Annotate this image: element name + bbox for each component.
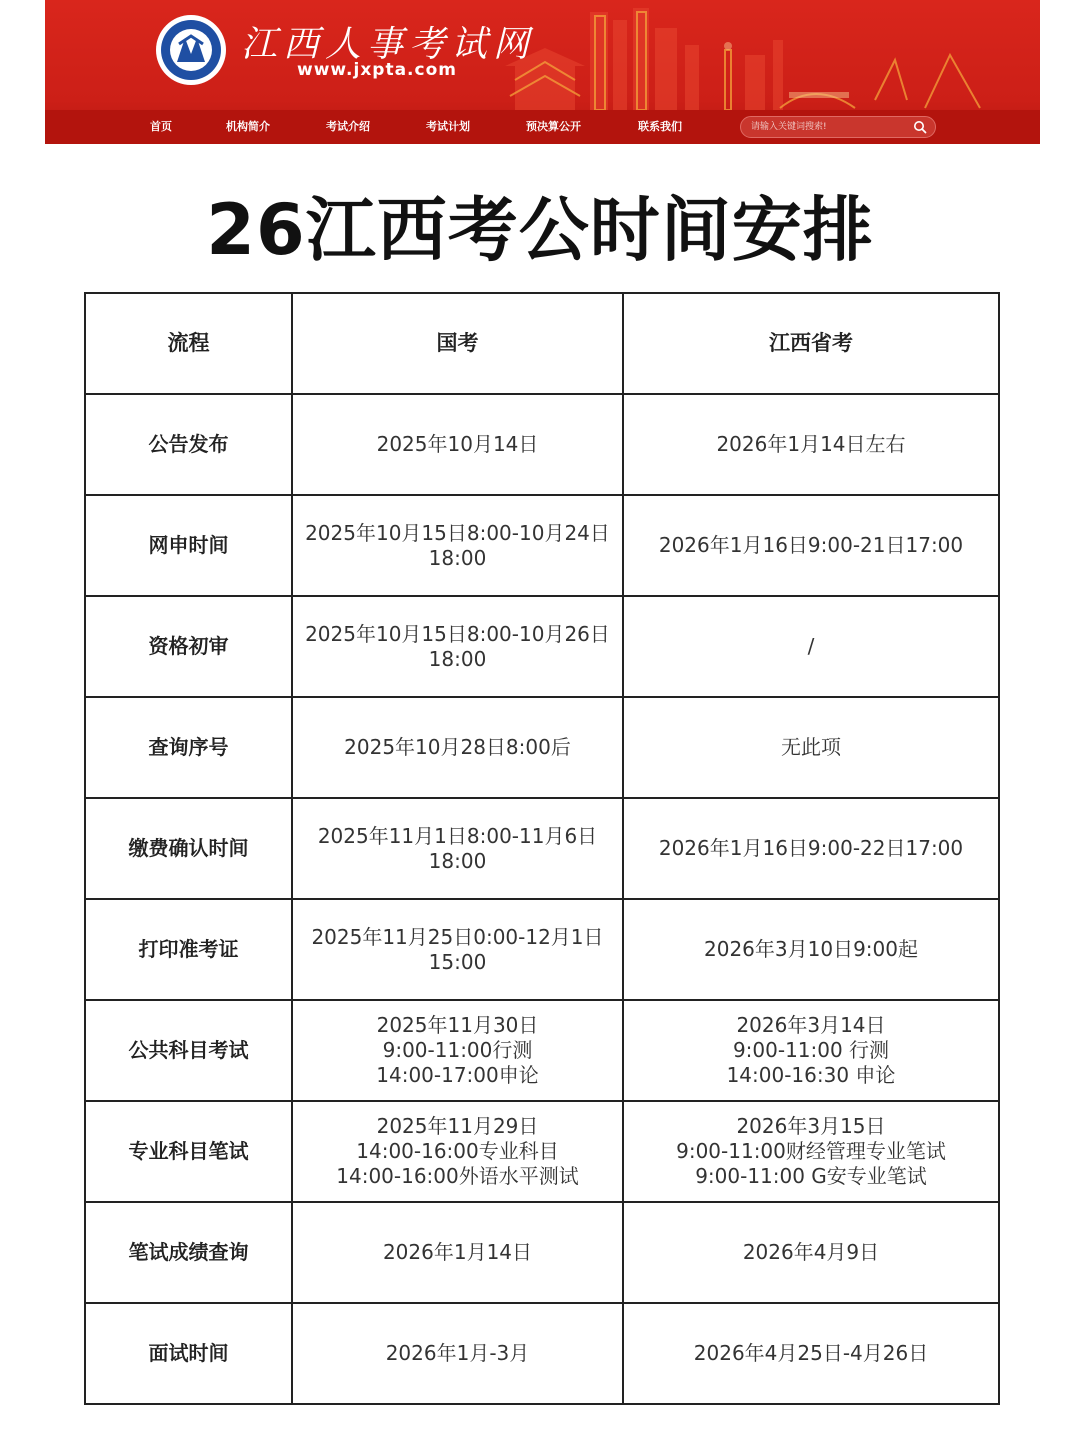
table-row [85, 899, 999, 1000]
national-cell: 2025年11月30日 9:00-11:00行测 14:00-17:00申论 [292, 1000, 623, 1101]
provincial-cell: 2026年3月10日9:00起 [623, 899, 999, 1000]
provincial-cell: 无此项 [623, 697, 999, 798]
table-row [85, 495, 999, 596]
nav-item-home[interactable]: 首页 [150, 120, 172, 133]
national-cell: 2025年11月1日8:00-11月6日 18:00 [292, 798, 623, 899]
nav-item-contact[interactable]: 联系我们 [638, 120, 682, 133]
stage-cell: 笔试成绩查询 [85, 1202, 292, 1303]
main-nav [45, 110, 1040, 144]
stage-cell: 面试时间 [85, 1303, 292, 1404]
provincial-cell: 2026年1月16日9:00-21日17:00 [623, 495, 999, 596]
site-logo-icon[interactable] [155, 14, 227, 86]
site-url[interactable]: www.jxpta.com [297, 60, 457, 80]
table-row [85, 1303, 999, 1404]
stage-cell: 公告发布 [85, 394, 292, 495]
national-cell: 2025年11月29日 14:00-16:00专业科目 14:00-16:00外语水平测试 [292, 1101, 623, 1202]
provincial-cell: 2026年1月16日9:00-22日17:00 [623, 798, 999, 899]
stage-cell: 专业科目笔试 [85, 1101, 292, 1202]
stage-cell: 网申时间 [85, 495, 292, 596]
exam-schedule-table [84, 292, 1000, 1405]
stage-cell: 公共科目考试 [85, 1000, 292, 1101]
site-title: 江西人事考试网 [241, 24, 536, 65]
site-header-banner [45, 0, 1040, 144]
table-row [85, 596, 999, 697]
column-header-provincial: 江西省考 [623, 293, 999, 394]
search-icon[interactable] [913, 120, 927, 134]
national-cell: 2025年10月14日 [292, 394, 623, 495]
search-input[interactable] [751, 119, 901, 135]
national-cell: 2025年10月28日8:00后 [292, 697, 623, 798]
column-header-national: 国考 [292, 293, 623, 394]
provincial-cell: 2026年4月25日-4月26日 [623, 1303, 999, 1404]
nav-item-exam-intro[interactable]: 考试介绍 [326, 120, 370, 133]
table-row [85, 798, 999, 899]
table-row [85, 1101, 999, 1202]
table-header-row [85, 293, 999, 394]
provincial-cell: 2026年3月14日 9:00-11:00 行测 14:00-16:30 申论 [623, 1000, 999, 1101]
national-cell: 2026年1月14日 [292, 1202, 623, 1303]
stage-cell: 资格初审 [85, 596, 292, 697]
table-row [85, 1202, 999, 1303]
nav-item-exam-plan[interactable]: 考试计划 [426, 120, 470, 133]
national-cell: 2025年10月15日8:00-10月24日 18:00 [292, 495, 623, 596]
stage-cell: 缴费确认时间 [85, 798, 292, 899]
column-header-stage: 流程 [85, 293, 292, 394]
stage-cell: 查询序号 [85, 697, 292, 798]
provincial-cell: 2026年3月15日 9:00-11:00财经管理专业笔试 9:00-11:00 G安专业笔试 [623, 1101, 999, 1202]
national-cell: 2026年1月-3月 [292, 1303, 623, 1404]
table-row [85, 697, 999, 798]
table-row [85, 394, 999, 495]
table-row [85, 1000, 999, 1101]
national-cell: 2025年11月25日0:00-12月1日 15:00 [292, 899, 623, 1000]
provincial-cell: 2026年1月14日左右 [623, 394, 999, 495]
stage-cell: 打印准考证 [85, 899, 292, 1000]
national-cell: 2025年10月15日8:00-10月26日 18:00 [292, 596, 623, 697]
nav-item-budget[interactable]: 预决算公开 [526, 120, 581, 133]
page-title: 26江西考公时间安排 [206, 189, 874, 271]
nav-item-about[interactable]: 机构简介 [226, 120, 270, 133]
search-box [740, 116, 936, 138]
provincial-cell: / [623, 596, 999, 697]
provincial-cell: 2026年4月9日 [623, 1202, 999, 1303]
